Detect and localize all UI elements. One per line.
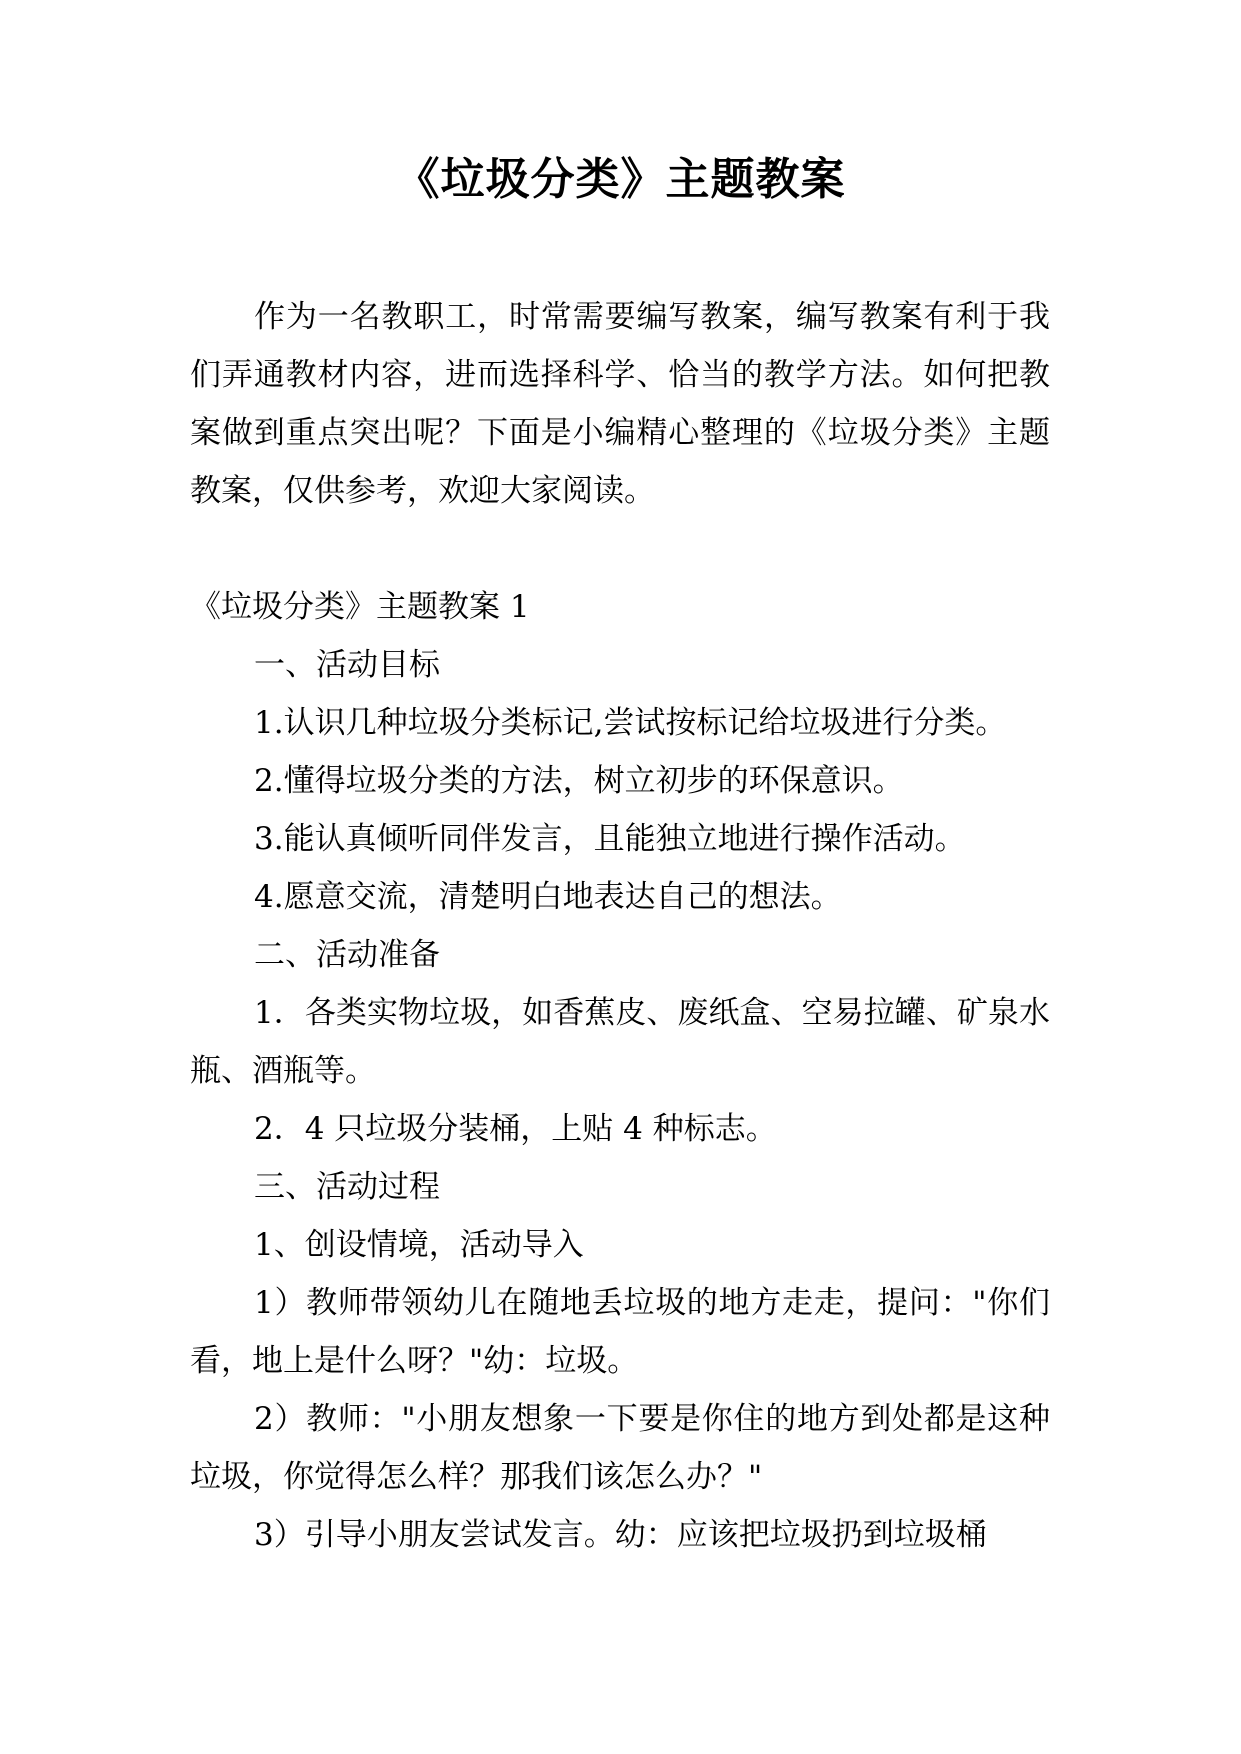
heading-activity-goals: 一、活动目标 [254,647,440,683]
preparation-item-1: 1．各类实物垃圾，如香蕉皮、废纸盒、空易拉罐、矿泉水瓶、酒瓶等。 [190,995,1050,1089]
goal-item-3: 3.能认真倾听同伴发言，且能独立地进行操作活动。 [254,821,966,857]
section-heading: 《垃圾分类》主题教案 1 [190,589,530,625]
goal-item-4: 4.愿意交流，清楚明白地表达自己的想法。 [254,879,842,915]
goal-item-2: 2.懂得垃圾分类的方法，树立初步的环保意识。 [254,763,904,799]
document-body [190,288,1050,1564]
heading-activity-preparation: 二、活动准备 [254,937,440,973]
document-title: 《垃圾分类》主题教案 [395,154,846,205]
process-substep-1: 1）教师带领幼儿在随地丢垃圾的地方走走，提问："你们看，地上是什么呀？"幼：垃圾。 [190,1285,1050,1379]
process-step-1: 1、创设情境，活动导入 [254,1227,584,1263]
heading-activity-process: 三、活动过程 [254,1169,440,1205]
process-substep-2: 2）教师："小朋友想象一下要是你住的地方到处都是这种垃圾，你觉得怎么样？那我们该怎么办？" [190,1401,1050,1495]
goal-item-1: 1.认识几种垃圾分类标记,尝试按标记给垃圾进行分类。 [254,705,1007,741]
intro-paragraph: 作为一名教职工，时常需要编写教案，编写教案有利于我们弄通教材内容，进而选择科学、恰当的教学方法。如何把教案做到重点突出呢？下面是小编精心整理的《垃圾分类》主题教案，仅供参考，欢迎大家阅读。 [190,299,1050,509]
preparation-item-2: 2．4 只垃圾分装桶，上贴 4 种标志。 [254,1111,777,1147]
process-substep-3: 3）引导小朋友尝试发言。幼：应该把垃圾扔到垃圾桶 [254,1517,987,1553]
